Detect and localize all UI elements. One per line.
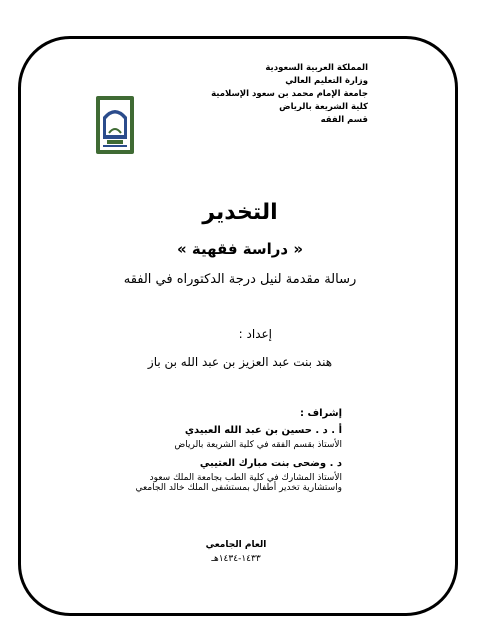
institution-header (168, 62, 368, 127)
academic-year-label: العام الجامعي (205, 540, 267, 550)
thesis-title: التخدير (202, 200, 278, 225)
thesis-subtitle: « دراسة فقهية » (176, 240, 304, 258)
header-line-country: المملكة العربية السعودية (265, 63, 368, 73)
supervision-section (82, 408, 342, 501)
header-line-department: قسم الفقه (320, 115, 368, 125)
supervisor-2-name: د . وضحى بنت مبارك العتيبي (199, 458, 342, 469)
header-line-university: جامعة الإمام محمد بن سعود الإسلامية (211, 89, 368, 99)
thesis-purpose: رسالة مقدمة لنيل درجة الدكتوراه في الفقه (123, 272, 357, 287)
supervisor-1-title: الأستاذ بقسم الفقه في كلية الشريعة بالرياض (174, 440, 342, 450)
header-line-ministry: وزارة التعليم العالي (285, 76, 368, 86)
academic-year-section (196, 540, 276, 564)
university-logo (95, 95, 135, 155)
academic-year-value: ١٤٣٣-١٤٣٤هـ (211, 554, 261, 564)
prepared-by-label: إعداد : (238, 327, 272, 341)
header-line-college: كلية الشريعة بالرياض (279, 102, 368, 112)
supervisor-1-name: أ . د . حسين بن عبد الله العبيدي (184, 425, 342, 436)
supervisor-2-title: الأستاذ المشارك في كلية الطب بجامعة الملك سعود واستشارية تخدير أطفال بمستشفى الملك خالد الجامعي (135, 473, 342, 493)
supervision-label: إشراف : (299, 408, 342, 419)
author-name: هند بنت عبد العزيز بن عبد الله بن باز (147, 355, 333, 369)
